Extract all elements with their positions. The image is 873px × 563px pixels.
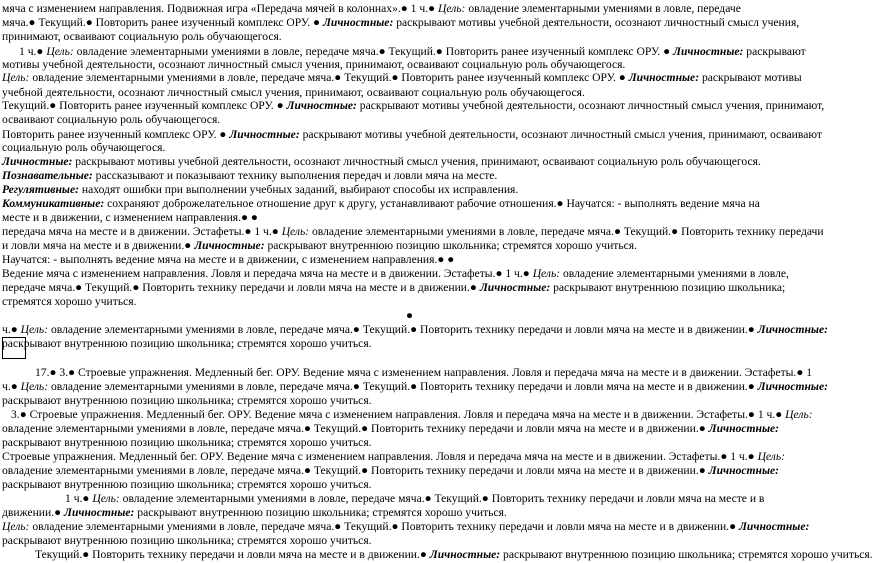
text-line <box>2 239 637 253</box>
bold-label: Личностные: <box>628 71 700 84</box>
text-line <box>2 113 220 127</box>
text-run: овладение элементарными умениями в ловле, передаче мяча.● Текущий.● Повторить ранее изученный комплекс ОРУ. ● <box>29 71 629 84</box>
text-run: раскрывают внутреннюю позицию школьника; стремятся хорошо учиться. <box>2 436 372 449</box>
text-run: раскрывают внутреннюю позицию школьника; стремятся хорошо учиться. <box>134 506 507 519</box>
text-run: 1 ч.● <box>65 492 93 505</box>
bold-label: Регулятивные: <box>2 183 79 196</box>
italic-label: Цель: <box>2 71 30 84</box>
text-run: раскрывают внутреннюю позицию школьника; <box>550 281 786 294</box>
text-run: раскрывают мотивы учебной деятельности, осознают личностный смысл учения, принимают, осваивают <box>299 128 822 141</box>
text-line <box>35 548 873 562</box>
text-run: Повторить ранее изученный комплекс ОРУ. ● <box>2 128 230 141</box>
text-line <box>2 436 372 450</box>
text-line <box>2 337 372 351</box>
text-run: ч.● <box>2 323 21 336</box>
text-line <box>2 86 585 100</box>
text-line <box>406 309 413 323</box>
text-line <box>2 506 507 520</box>
text-line <box>2 225 824 239</box>
text-line <box>2 323 828 337</box>
text-run: 1 ч.● <box>19 45 47 58</box>
text-line <box>2 450 785 464</box>
text-run: мяча.● Текущий.● Повторить ранее изученный комплекс ОРУ. ● <box>2 16 323 29</box>
text-run: находят ошибки при выполнении учебных заданий, выбирают способы их исправления. <box>78 183 519 196</box>
text-run: ч.● <box>2 380 21 393</box>
text-line <box>19 45 806 59</box>
text-run: Текущий.● Повторить технику передачи и ловли мяча на месте и в движении.● <box>35 548 430 561</box>
text-run: Ведение мяча с изменением направления. Ловля и передача мяча на месте и в движении. Эстафеты.● 1 ч.● <box>2 267 533 280</box>
text-line <box>2 30 282 44</box>
text-run: движении.● <box>2 506 64 519</box>
text-run: раскрывают внутреннюю позицию школьника; стремятся хорошо учиться. <box>2 534 372 547</box>
text-run: овладение элементарными умениями в ловле, передаче мяча.● Текущий.● Повторить технику передачи и ловли мяча на месте и в <box>119 492 765 505</box>
italic-label: Цель: <box>281 225 310 238</box>
text-line <box>2 141 165 155</box>
text-run: раскрывают мотивы учебной деятельности, осознают личностный смысл учения, <box>393 16 800 29</box>
text-line <box>2 169 497 183</box>
text-line <box>2 394 372 408</box>
bold-label: Личностные: <box>2 155 73 168</box>
bold-label: Личностные: <box>757 323 828 336</box>
text-line <box>2 99 824 113</box>
text-run: передача мяча на месте и в движении. Эстафеты.● 1 ч.● <box>2 225 282 238</box>
italic-label: Цель: <box>438 2 466 15</box>
text-run: социальную роль обучающегося. <box>2 141 166 154</box>
bold-label: Личностные: <box>194 239 265 252</box>
text-run: принимают, осваивают социальную роль обучающегося. <box>2 30 282 43</box>
text-line <box>2 211 258 225</box>
bold-label: Личностные: <box>64 506 135 519</box>
text-run: раскрывают внутреннюю позицию школьника; стремятся хорошо учиться. <box>2 394 372 407</box>
text-line <box>2 267 789 281</box>
text-line <box>2 380 828 394</box>
italic-label: Цель: <box>46 45 74 58</box>
text-line <box>2 478 372 492</box>
text-run: овладение элементарными умениями в ловле, передаче мяча.● Текущий.● Повторить технику передачи и ловли мяча на месте и в движении.● <box>2 422 709 435</box>
italic-label: Цель: <box>785 408 813 421</box>
bold-label: Личностные: <box>286 99 357 112</box>
text-run: учебной деятельности, осознают личностный смысл учения, принимают, осваивают социальную роль обучающегося. <box>2 86 585 99</box>
text-line <box>2 534 372 548</box>
text-line <box>35 366 812 380</box>
text-line <box>2 71 802 85</box>
bold-label: Личностные: <box>738 520 810 533</box>
text-run: ● <box>406 309 414 322</box>
text-run: рассказывают и показывают технику выполнения передач и ловли мяча на месте. <box>92 169 498 182</box>
text-line <box>2 295 136 309</box>
bold-label: Личностные: <box>322 16 394 29</box>
text-line <box>2 183 518 197</box>
text-run: овладение элементарными умениями в ловле, передаче мяча.● Текущий.● Повторить технику передачи и ловли мяча на месте и в движении.● <box>48 380 758 393</box>
text-line <box>2 197 760 211</box>
bold-label: Личностные: <box>429 548 501 561</box>
text-run: овладение элементарными умениями в ловле, <box>560 267 789 280</box>
text-line <box>2 520 809 534</box>
italic-label: Цель: <box>532 267 561 280</box>
text-run: овладение элементарными умениями в ловле, передаче мяча.● Текущий.● Повторить технику передачи и ловли мяча на месте и в движении.● <box>2 464 709 477</box>
text-line <box>2 16 799 30</box>
text-run: раскрывают внутреннюю позицию школьника; стремятся хорошо учиться. <box>264 239 638 252</box>
text-line <box>2 128 822 142</box>
italic-label: Цель: <box>20 323 49 336</box>
text-line <box>2 281 785 295</box>
text-line <box>2 253 454 267</box>
text-run: раскрывают <box>743 45 806 58</box>
italic-label: Цель: <box>20 380 49 393</box>
text-run: овладение элементарными умениями в ловле, передаче мяча.● Текущий.● Повторить технику передачи <box>309 225 824 238</box>
bold-label: Коммуникативные: <box>2 197 105 210</box>
text-run: овладение элементарными умениями в ловле, передаче <box>465 2 741 15</box>
text-line <box>2 464 779 478</box>
bold-label: Личностные: <box>757 380 828 393</box>
bold-label: Личностные: <box>479 281 551 294</box>
italic-label: Цель: <box>92 492 120 505</box>
text-run: месте и в движении, с изменением направления.● ● <box>2 211 258 224</box>
text-run: овладение элементарными умениями в ловле, передаче мяча.● Текущий.● Повторить технику передачи и ловли мяча на месте и в движении.● <box>48 323 758 336</box>
text-run: стремятся хорошо учиться. <box>2 295 137 308</box>
text-line <box>2 155 761 169</box>
text-run: Текущий.● Повторить ранее изученный комплекс ОРУ. ● <box>2 99 287 112</box>
bold-label: Познавательные: <box>2 169 93 182</box>
text-run: овладение элементарными умениями в ловле, передаче мяча.● Текущий.● Повторить технику передачи и ловли мяча на месте и в движении.● <box>29 520 739 533</box>
text-run: раскрывают мотивы учебной деятельности, осознают личностный смысл учения, принимают, осваивают социальную роль обучающегося. <box>72 155 761 168</box>
text-run: раскрывают внутреннюю позицию школьника; стремятся хорошо учиться. <box>2 478 372 491</box>
text-line <box>2 2 741 16</box>
text-line <box>11 408 813 422</box>
text-run: осваивают социальную роль обучающегося. <box>2 113 221 126</box>
bold-label: Личностные: <box>708 464 780 477</box>
text-run: раскрывают мотивы <box>699 71 802 84</box>
text-line <box>2 58 625 72</box>
text-run: и ловли мяча на месте и в движении.● <box>2 239 195 252</box>
text-run: раскрывают внутреннюю позицию школьника; стремятся хорошо учиться. <box>500 548 873 561</box>
text-line <box>65 492 764 506</box>
text-run: Научатся: - выполнять ведение мяча на месте и в движении, с изменением направления.● ● <box>2 253 455 266</box>
text-run: мотивы учебной деятельности, осознают личностный смысл учения, принимают, осваивают социальную роль обучающегося. <box>2 58 626 71</box>
italic-label: Цель: <box>757 450 785 463</box>
text-run: мяча с изменением направления. Подвижная игра «Передача мячей в колоннах».● 1 ч.● <box>2 2 438 15</box>
text-run: овладение элементарными умениями в ловле, передаче мяча.● Текущий.● Повторить ранее изученный комплекс ОРУ. ● <box>73 45 674 58</box>
text-run: раскрывают внутреннюю позицию школьника; стремятся хорошо учиться. <box>2 337 372 350</box>
text-run: передаче мяча.● Текущий.● Повторить технику передачи и ловли мяча на месте и в движении.● <box>2 281 480 294</box>
text-run: сохраняют доброжелательное отношение друг к другу, устанавливают рабочие отношения.● Научатся: - выполнять ведение мяча на <box>104 197 760 210</box>
text-run: Строевые упражнения. Медленный бег. ОРУ. Ведение мяча с изменением направления. Ловля и передача мяча на месте и в движении. Эстафеты.● 1 ч.● <box>2 450 758 463</box>
text-run: 3.● Строевые упражнения. Медленный бег. ОРУ. Ведение мяча с изменением направления. Ловля и передача мяча на месте и в движении. Эстафеты.● 1 ч.● <box>11 408 786 421</box>
text-line <box>2 422 779 436</box>
bold-label: Личностные: <box>708 422 780 435</box>
bold-label: Личностные: <box>673 45 744 58</box>
italic-label: Цель: <box>2 520 30 533</box>
text-run: раскрывают мотивы учебной деятельности, осознают личностный смысл учения, принимают, <box>356 99 825 112</box>
bold-label: Личностные: <box>229 128 300 141</box>
text-run: 17.● 3.● Строевые упражнения. Медленный бег. ОРУ. Ведение мяча с изменением направления. Ловля и передача мяча на месте и в движении. Эстафеты.● 1 <box>35 366 813 379</box>
